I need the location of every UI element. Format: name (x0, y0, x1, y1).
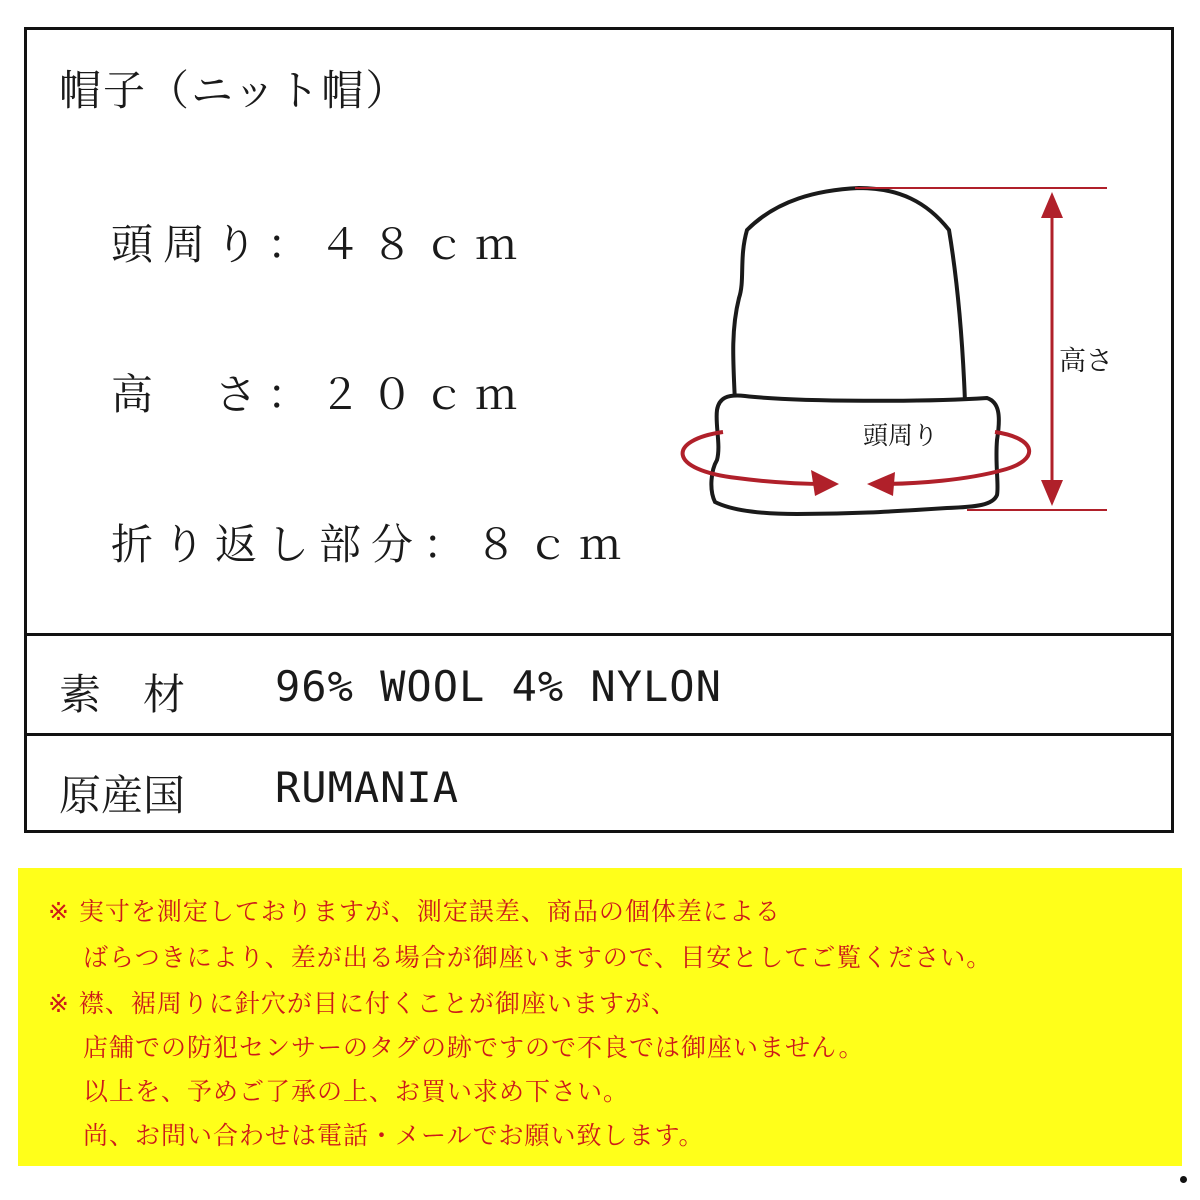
corner-dot (1180, 1176, 1187, 1183)
notice-line: ※ 襟、裾周りに針穴が目に付くことが御座いますが、 (48, 989, 677, 1018)
divider (27, 733, 1171, 736)
notice-box (18, 868, 1182, 1166)
notice-line: 店舗での防犯センサーのタグの跡ですので不良では御座いません。 (48, 1033, 865, 1062)
notice-line: ばらつきにより、差が出る場合が御座いますので、目安としてご覧ください。 (48, 943, 993, 972)
hat-cuff-outline (711, 396, 998, 514)
spec-fold: 折り返し部分：８ｃｍ (111, 520, 632, 569)
material-value: 96% WOOL 4% NYLON (275, 662, 722, 711)
spec-table (24, 27, 1174, 833)
circumference-label: 頭周り (863, 421, 939, 450)
beanie-diagram (627, 170, 1147, 570)
height-arrow-top-head (1041, 192, 1063, 218)
height-label: 高さ (1059, 346, 1113, 377)
origin-label: 原産国 (59, 771, 186, 820)
origin-value: RUMANIA (275, 763, 460, 812)
height-arrow-bottom-head (1041, 480, 1063, 506)
notice-line: 尚、お問い合わせは電話・メールでお願い致します。 (48, 1121, 705, 1150)
divider (27, 633, 1171, 636)
spec-height: 高 さ：２０ｃｍ (111, 370, 528, 419)
notice-line: 以上を、予めご了承の上、お買い求め下さい。 (48, 1077, 629, 1106)
notice-line: ※ 実寸を測定しておりますが、測定誤差、商品の個体差による (48, 897, 781, 926)
material-label: 素 材 (59, 670, 186, 719)
hat-crown-outline (733, 188, 965, 402)
page-title: 帽子（ニット帽） (59, 66, 410, 115)
spec-circumference: 頭周り：４８ｃｍ (111, 220, 528, 269)
